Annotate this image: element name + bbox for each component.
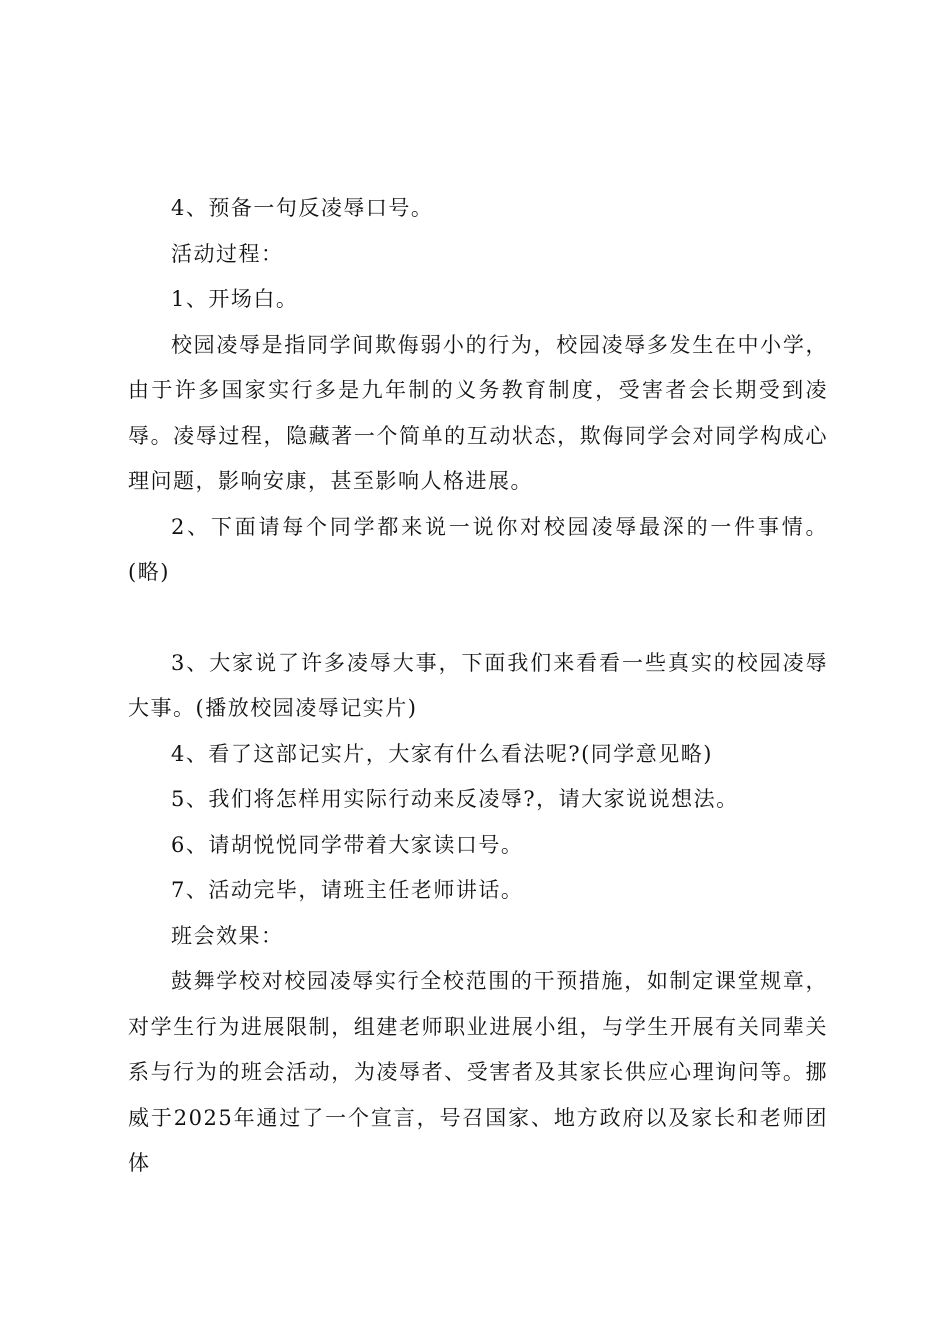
section-heading-activity-process: 活动过程：: [171, 241, 284, 266]
list-item-share-experience: 2、下面请每个同学都来说一说你对校园凌辱最深的一件事情。(略): [128, 514, 828, 584]
paragraph-intervention-measures: 鼓舞学校对校园凌辱实行全校范围的干预措施，如制定课堂规章，对学生行为进展限制，组建老师职业进展小组，与学生开展有关同辈关系与行为的班会活动，为凌辱者、受害者及其家长供应心理询问等。挪威于2025年通过了一个宣言，号召国家、地方政府以及家长和老师团体: [128, 969, 828, 1175]
list-item-read-slogan: 6、请胡悦悦同学带着大家读口号。: [171, 832, 524, 857]
document-body: [128, 186, 828, 1187]
list-item-prepare-slogan: 4、预备一句反凌辱口号。: [171, 196, 434, 220]
list-item-actions: 5、我们将怎样用实际行动来反凌辱?，请大家说说想法。: [171, 787, 739, 811]
paragraph-bullying-definition: 校园凌辱是指同学间欺侮弱小的行为，校园凌辱多发生在中小学，由于许多国家实行多是九年制的义务教育制度，受害者会长期受到凌辱。凌辱过程，隐藏著一个简单的互动状态，欺侮同学会对同学构成心理问题，影响安康，甚至影响人格进展。: [128, 332, 828, 493]
list-item-opinions: 4、看了这部记实片，大家有什么看法呢?(同学意见略): [171, 741, 714, 766]
paragraph-spacer: [128, 596, 828, 641]
list-item-opening: 1、开场白。: [171, 287, 299, 311]
list-item-watch-documentary: 3、大家说了许多凌辱大事，下面我们来看看一些真实的校园凌辱大事。(播放校园凌辱记实片): [128, 650, 828, 720]
list-item-teacher-speech: 7、活动完毕，请班主任老师讲话。: [171, 878, 524, 902]
section-heading-meeting-effect: 班会效果：: [171, 923, 284, 948]
